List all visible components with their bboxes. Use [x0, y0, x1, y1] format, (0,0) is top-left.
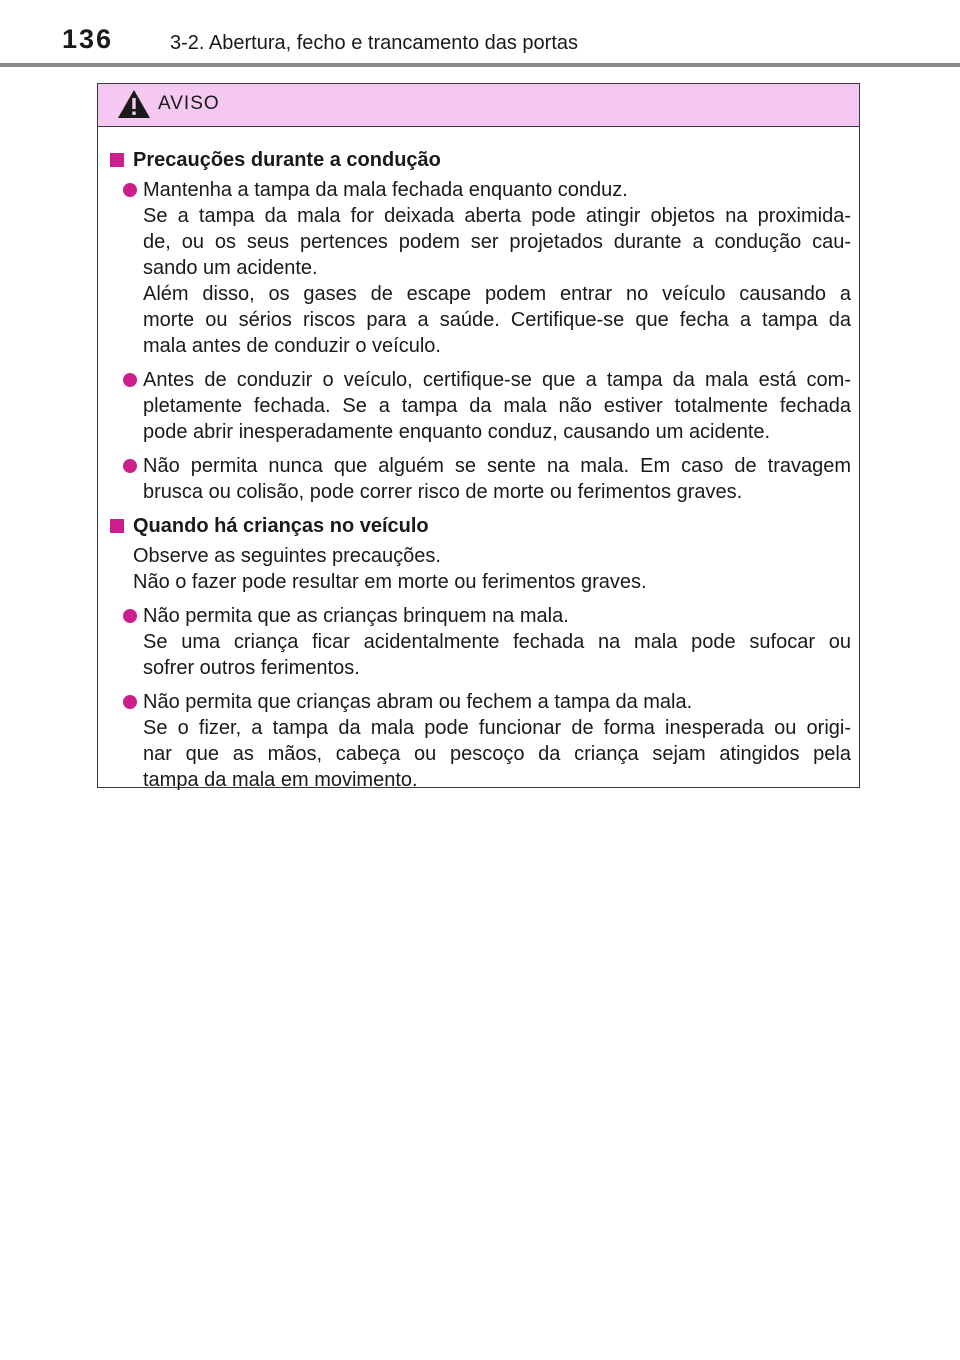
warning-box: [97, 83, 860, 791]
list-item: Não permita que crianças abram ou fechem a tampa da mala. Se o fizer, a tampa da mala pode funcionar de forma inesperada ou origi- nar que as mãos, cabeça ou pescoço da criança sejam atingidos pela tampa da mala em movimento.: [108, 689, 851, 793]
page-number: 136: [62, 24, 114, 54]
warning-label: AVISO: [158, 93, 220, 114]
circle-bullet-icon: [123, 609, 137, 623]
section-heading: Precauções durante a condução: [108, 147, 851, 173]
chapter-title: 3-2. Abertura, fecho e trancamento das portas: [170, 32, 579, 54]
list-item: Mantenha a tampa da mala fechada enquanto conduz. Se a tampa da mala for deixada aberta pode atingir objetos na proximida- de, ou os seus pertences podem ser projetados durante a condução cau- sando um acidente. Além disso, os gases de escape podem entrar no veículo causando a morte ou sérios riscos para a saúde. Certifique-se que fecha a tampa da mala antes de conduzir o veículo.: [108, 177, 851, 359]
circle-bullet-icon: [123, 373, 137, 387]
circle-bullet-icon: [123, 459, 137, 473]
section-children-in-vehicle: [108, 513, 851, 793]
section-driving-precautions: [108, 147, 851, 505]
square-bullet-icon: [110, 153, 124, 167]
page-header: [0, 0, 960, 70]
section-intro: Observe as seguintes precauções. Não o fazer pode resultar em morte ou ferimentos graves.: [133, 545, 647, 593]
list-item: Não permita nunca que alguém se sente na mala. Em caso de travagem brusca ou colisão, pode correr risco de morte ou ferimentos graves.: [108, 453, 851, 505]
header-rule: [0, 63, 960, 67]
section-heading: Quando há crianças no veículo: [108, 513, 851, 539]
circle-bullet-icon: [123, 695, 137, 709]
list-item: Não permita que as crianças brinquem na mala. Se uma criança ficar acidentalmente fechada na mala pode sufocar ou sofrer outros ferimentos.: [108, 603, 851, 681]
warning-triangle-icon: [117, 89, 151, 119]
list-item: Antes de conduzir o veículo, certifique-se que a tampa da mala está com- pletamente fechada. Se a tampa da mala não estiver totalmente fechada pode abrir inesperadamente enquanto conduz, causando um acidente.: [108, 367, 851, 445]
circle-bullet-icon: [123, 183, 137, 197]
square-bullet-icon: [110, 519, 124, 533]
warning-header: [98, 84, 859, 127]
warning-body: [98, 127, 859, 793]
